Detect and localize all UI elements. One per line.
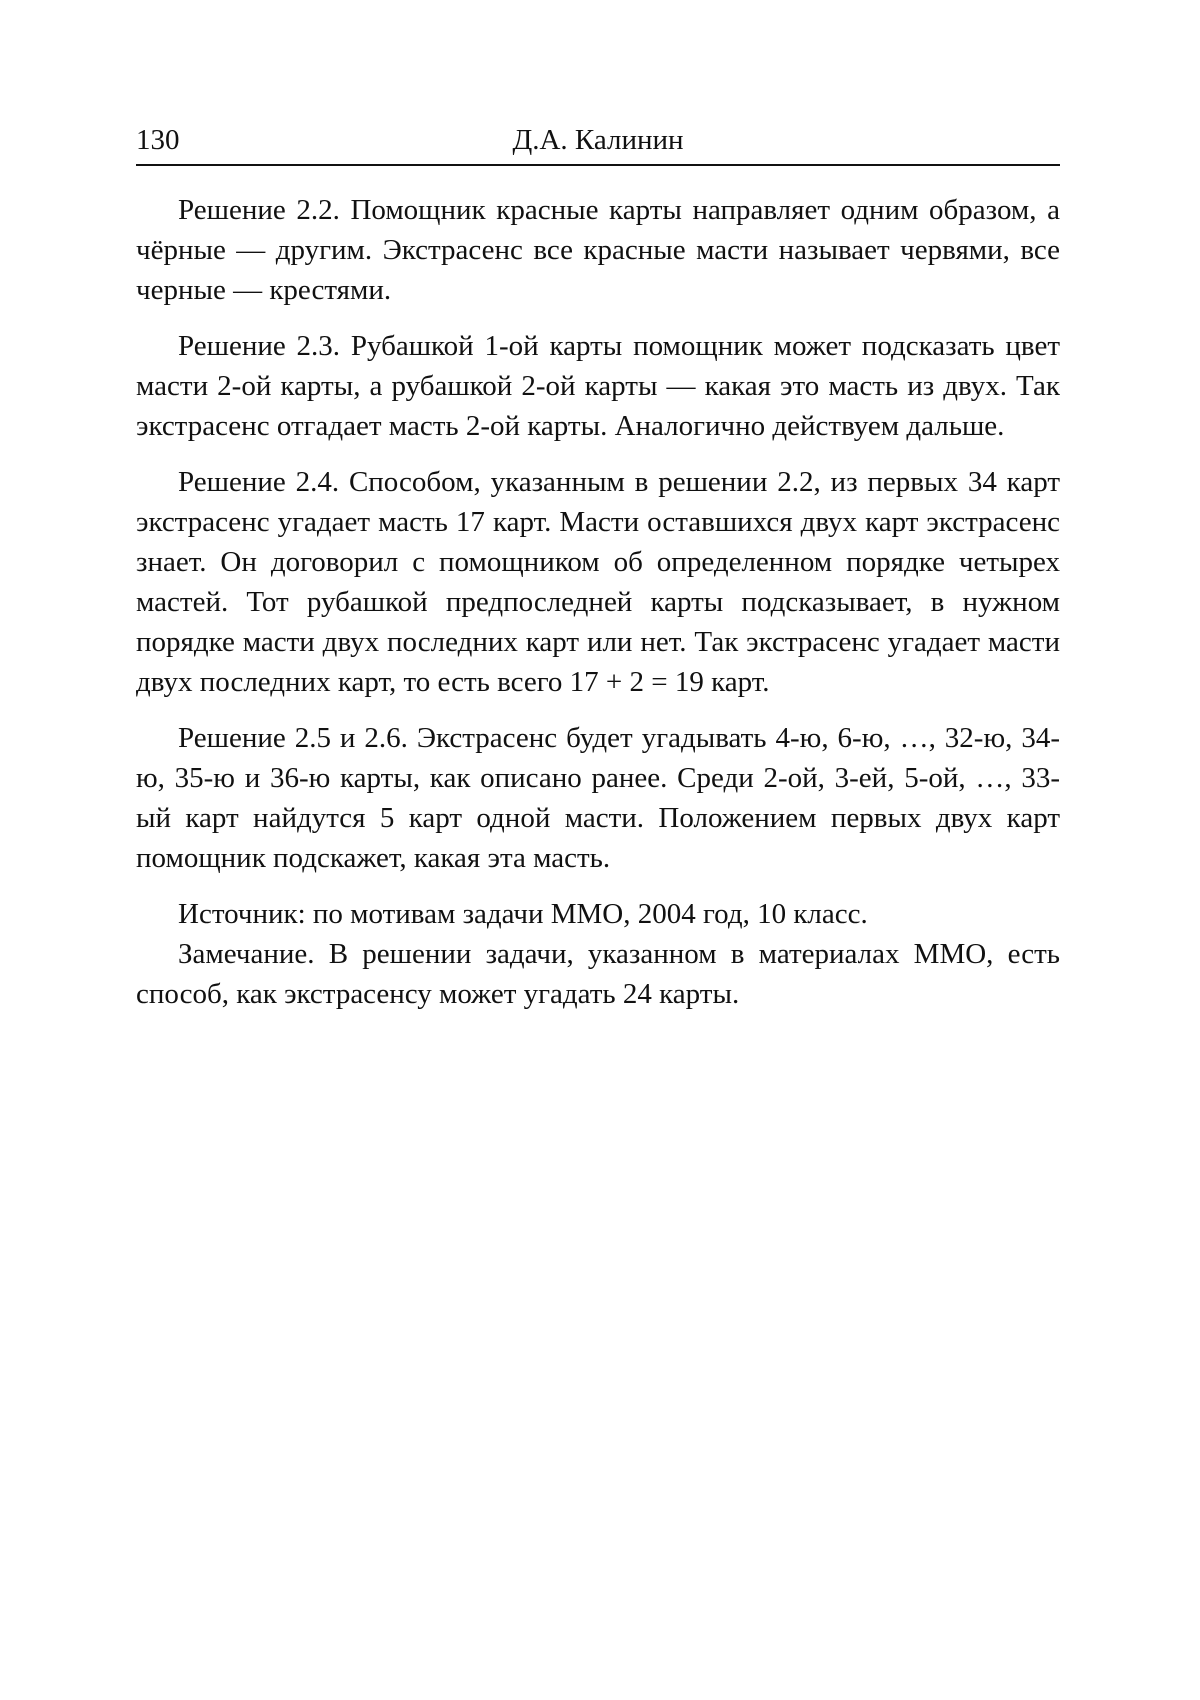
book-page (136, 118, 1060, 1014)
source-paragraph: Источник: по мотивам задачи ММО, 2004 год, 10 класс. (178, 898, 868, 930)
page-body (136, 166, 1060, 1014)
solution-2-2-paragraph: Решение 2.2. Помощник красные карты направляет одним образом, а чёрные — другим. Экстрасенс все красные масти называет червями, все черные — крестями. (136, 194, 1060, 306)
running-header (136, 118, 1060, 166)
remark-paragraph: Замечание. В решении задачи, указанном в материалах ММО, есть способ, как экстрасенсу может угадать 24 карты. (136, 938, 1060, 1010)
page-number: 130 (136, 124, 180, 156)
solution-2-4-paragraph: Решение 2.4. Способом, указанным в решении 2.2, из первых 34 карт экстрасенс угадает масть 17 карт. Масти оставшихся двух карт экстрасенс знает. Он договорил с помощником об определенном порядке четырех мастей. Тот рубашкой предпоследней карты подсказывает, в нужном порядке масти двух последних карт или нет. Так экстрасенс угадает масти двух последних карт, то есть всего 17 + 2 = 19 карт. (136, 466, 1060, 698)
author-name: Д.А. Калинин (512, 124, 684, 156)
solution-2-3-paragraph: Решение 2.3. Рубашкой 1-ой карты помощник может подсказать цвет масти 2-ой карты, а рубашкой 2-ой карты — какая это масть из двух. Так экстрасенс отгадает масть 2-ой карты. Аналогично действуем дальше. (136, 330, 1060, 442)
solution-2-5-2-6-paragraph: Решение 2.5 и 2.6. Экстрасенс будет угадывать 4-ю, 6-ю, …, 32-ю, 34-ю, 35-ю и 36-ю карты, как описано ранее. Среди 2-ой, 3-ей, 5-ой, …, 33-ый карт найдутся 5 карт одной масти. Положением первых двух карт помощник подскажет, какая эта масть. (136, 722, 1060, 874)
